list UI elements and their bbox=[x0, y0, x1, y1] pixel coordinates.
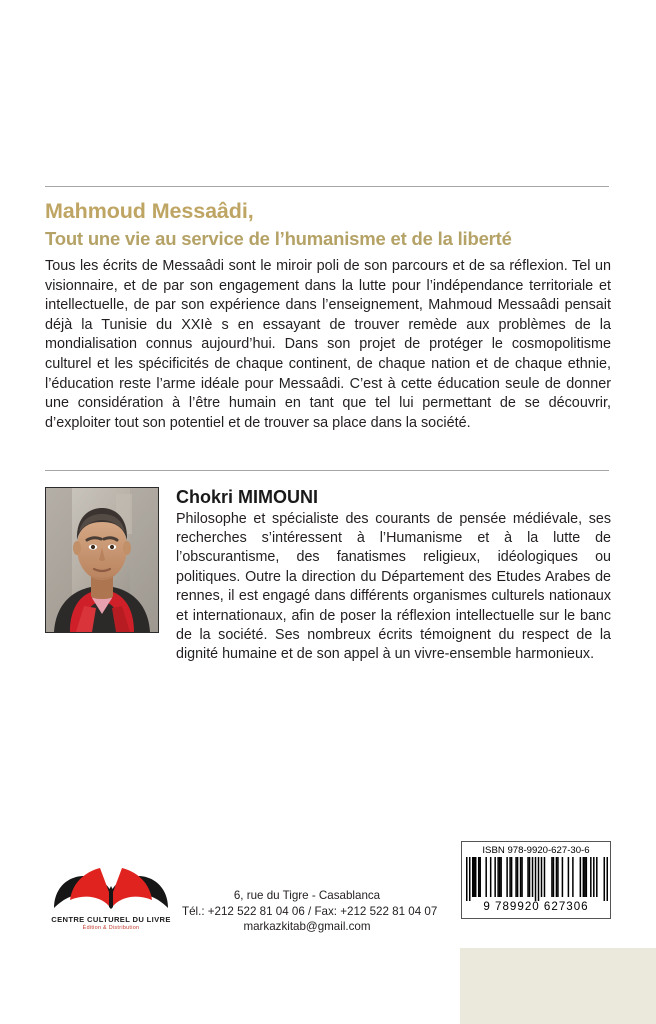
portrait-illustration bbox=[46, 488, 158, 632]
isbn-barcode bbox=[461, 841, 611, 919]
barcode-bars bbox=[466, 857, 608, 901]
contact-address: 6, rue du Tigre - Casablanca bbox=[233, 889, 381, 902]
book-blurb: Tous les écrits de Messaâdi sont le miroir poli de son parcours et de sa réflexion. Tel un visionnaire, et de par son engagement dans la lutte pour l’indépendance territoriale et intellectuelle, de par son expérience dans l’enseignement, Mahmoud Messaâdi pensait déjà la Tunisie du XXIè s en essayant de trouver remède aux problèmes de la mondialisation connus aujourd’hui. Dans son projet de protéger le cosmopolitisme culturel et les spécificités de chaque continent, de chaque nation et de chaque ethnie, l’éducation reste l’arme idéale pour Messaâdi. C’est à cette éducation seule de donner une considération à l’être humain en tant que tel lui permettant de se découvrir, d’exploiter tout son potentiel et de trouver sa place dans la société. bbox=[45, 258, 611, 431]
contact-block bbox=[182, 888, 438, 935]
publisher-logo bbox=[50, 862, 172, 931]
publisher-name: CENTRE CULTUREL DU LIVRE bbox=[51, 915, 171, 924]
book-subtitle: Tout une vie au service de l’humanisme et de la liberté bbox=[45, 227, 512, 249]
publisher-tagline: Édition & Distribution bbox=[82, 925, 140, 931]
contact-email: markazkitab@gmail.com bbox=[243, 920, 371, 933]
author-bio: Philosophe et spécialiste des courants de pensée médiévale, ses recherches s’intéressent à l’Humanisme et à la lutte de l’obscurantisme, des fanatismes religieux, idéologiques ou politiques. Outre la direction du Département des Etudes Arabes de rennes, il est engagé dans différents organismes culturels nationaux et internationaux, afin de poser la réflexion intellectuelle sur le banc de la société. Ses nombreux écrits témoignent du respect de la dignité humaine et de son appel à un vivre-ensemble harmonieux. bbox=[176, 510, 611, 663]
author-text bbox=[176, 487, 611, 665]
barcode-digits: 9 789920 627306 bbox=[483, 900, 589, 913]
author-photo bbox=[45, 487, 159, 633]
divider-author bbox=[45, 470, 609, 471]
contact-phone-fax: Tél.: +212 522 81 04 06 / Fax: +212 522 81 04 07 bbox=[182, 904, 438, 918]
book-title: Mahmoud Messaâdi, bbox=[45, 199, 254, 223]
author-name: Chokri MIMOUNI bbox=[176, 487, 318, 507]
title-block bbox=[45, 198, 611, 251]
divider-top bbox=[45, 186, 609, 187]
open-book-icon bbox=[50, 862, 172, 914]
isbn-label: ISBN 978-9920-627-30-6 bbox=[482, 845, 590, 856]
corner-decoration-block bbox=[460, 948, 656, 1024]
